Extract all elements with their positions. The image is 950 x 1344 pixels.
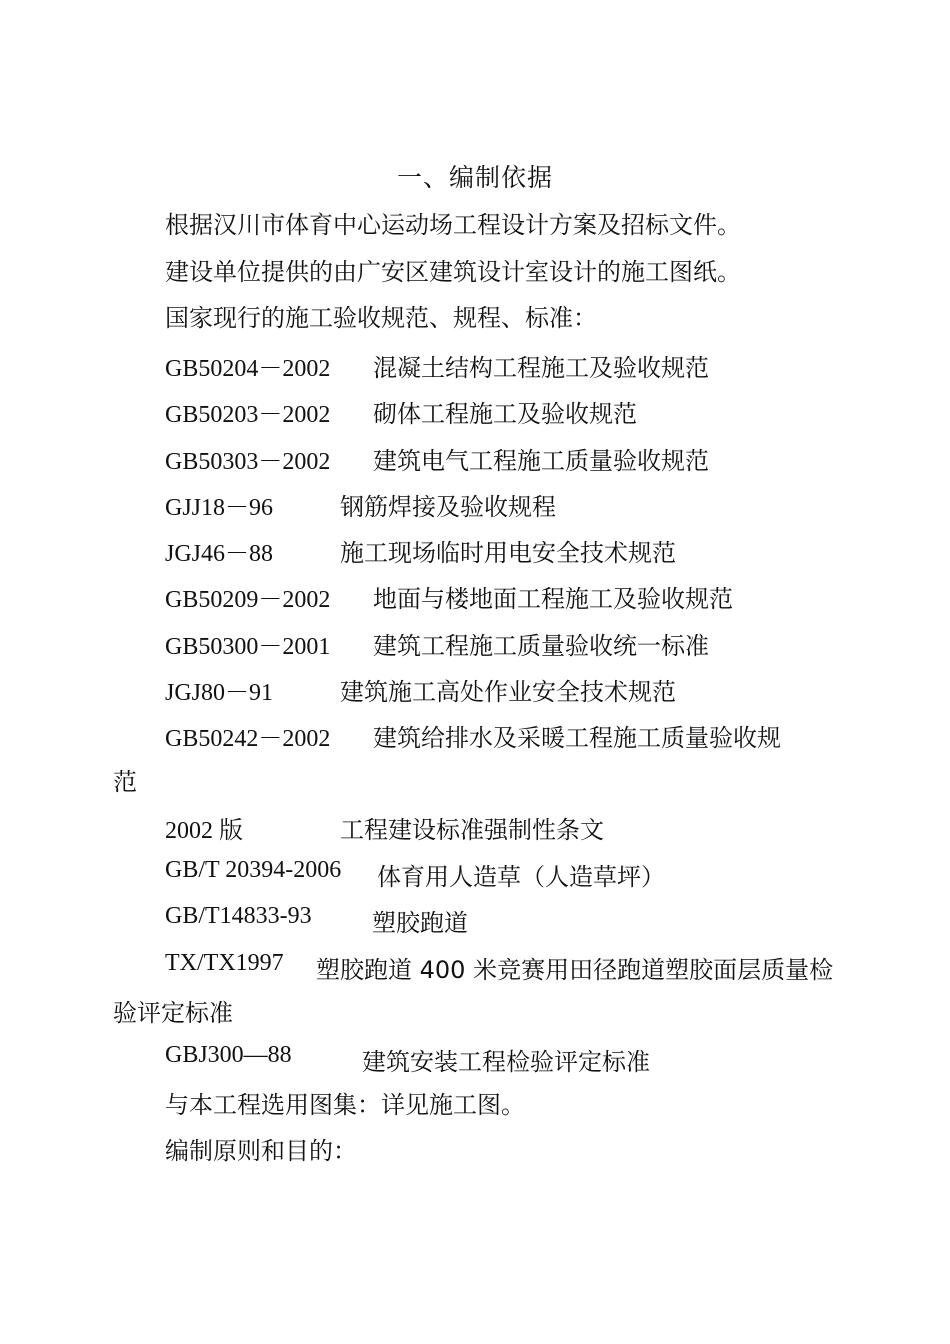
standard-name: 体育用人造草（人造草坪） (377, 863, 665, 891)
standard-code: 2002 版 (165, 818, 243, 844)
standard-code: GB50303－2002 (165, 449, 331, 475)
standard-name: 塑胶跑道 (372, 909, 468, 937)
standard-item (165, 718, 781, 753)
standard-name: 塑胶跑道 400 米竞赛用田径跑道塑胶面层质量检 (316, 956, 834, 984)
standard-code: GB50300－2001 (165, 634, 331, 660)
standard-item (165, 533, 676, 568)
standard-code: GB50204－2002 (165, 356, 331, 382)
standard-item (165, 903, 468, 937)
standard-code: GB50209－2002 (165, 587, 331, 613)
standard-name-continuation: 范 (113, 768, 137, 796)
standard-name: 钢筋焊接及验收规程 (340, 493, 556, 521)
standard-item (165, 857, 665, 891)
atlas-paragraph: 与本工程选用图集：详见施工图。 (165, 1091, 525, 1119)
standard-item (165, 394, 637, 429)
standard-item (165, 1042, 650, 1076)
standard-item (165, 672, 676, 707)
standard-name: 砌体工程施工及验收规范 (373, 400, 637, 428)
standard-code: GB50203－2002 (165, 402, 331, 428)
principles-heading: 编制原则和目的： (165, 1137, 357, 1165)
standard-name: 混凝土结构工程施工及验收规范 (373, 354, 709, 382)
standard-code: JGJ46－88 (165, 541, 274, 567)
standard-item (165, 487, 556, 522)
standard-name: 地面与楼地面工程施工及验收规范 (373, 585, 733, 613)
standard-name: 建筑工程施工质量验收统一标准 (373, 632, 709, 660)
standard-name: 建筑施工高处作业安全技术规范 (340, 678, 676, 706)
standard-name: 建筑安装工程检验评定标准 (362, 1048, 650, 1076)
standard-code: GBJ300—88 (165, 1042, 292, 1068)
basis-paragraph: 国家现行的施工验收规范、规程、标准： (165, 304, 597, 332)
standard-code: TX/TX1997 (165, 950, 284, 976)
standard-code: GB50242－2002 (165, 726, 331, 752)
standard-item (165, 950, 834, 984)
standard-code: JGJ80－91 (165, 680, 274, 706)
standard-item (165, 579, 733, 614)
section-heading: 一、编制依据 (396, 163, 553, 192)
standard-item (165, 441, 709, 476)
standard-name: 工程建设标准强制性条文 (340, 816, 604, 844)
standard-name: 施工现场临时用电安全技术规范 (340, 539, 676, 567)
standard-item (165, 626, 709, 661)
standard-item (165, 810, 604, 845)
standard-name: 建筑给排水及采暖工程施工质量验收规 (373, 724, 781, 752)
standard-name-continuation: 验评定标准 (113, 999, 233, 1027)
basis-paragraph: 建设单位提供的由广安区建筑设计室设计的施工图纸。 (165, 258, 741, 286)
standard-item (165, 348, 709, 383)
standard-name: 建筑电气工程施工质量验收规范 (373, 447, 709, 475)
standard-code: GJJ18－96 (165, 495, 274, 521)
standard-code: GB/T 20394-2006 (165, 857, 342, 883)
standard-code: GB/T14833-93 (165, 903, 312, 929)
basis-paragraph: 根据汉川市体育中心运动场工程设计方案及招标文件。 (165, 211, 741, 239)
